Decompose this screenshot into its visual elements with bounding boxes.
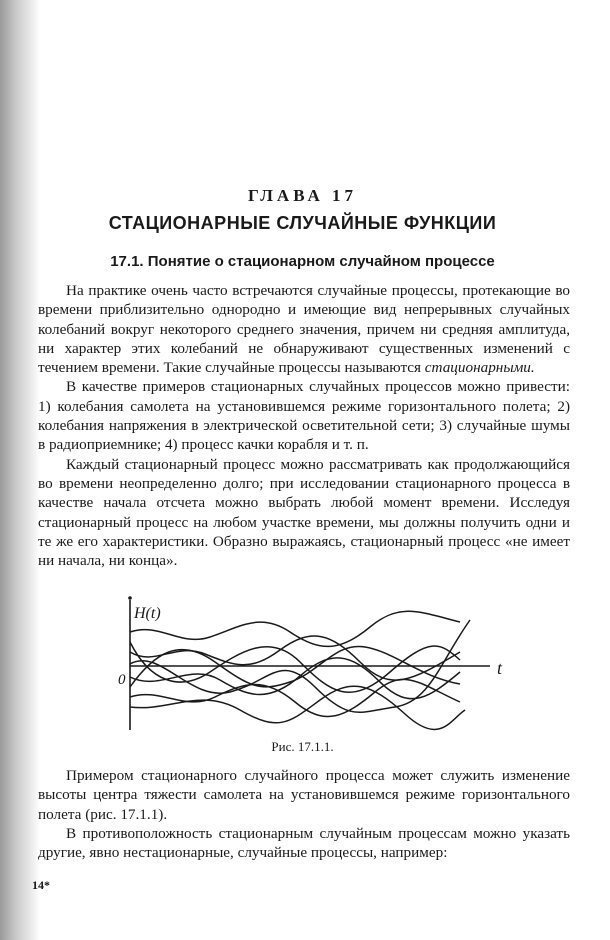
y-axis-label: H(t) bbox=[134, 605, 161, 622]
process-realizations bbox=[130, 611, 470, 729]
section-heading: 17.1. Понятие о стационарном случайном процессе bbox=[110, 253, 495, 270]
paragraph-5: В противоположность стационарным случайным процессам можно указать другие, явно нестационарные, случайные процессы, например: bbox=[38, 824, 570, 862]
paragraph-3: Каждый стационарный процесс можно рассматривать как продолжающийся во времени неопределенно долго; при исследовании стационарного процесса в качестве начала отсчета можно выбрать любой момент времени. Исследуя стационарный процесс на любом участке времени, мы должны получить одни и те же его характеристики. Образно выражаясь, стационарный процесс «не имеет ни начала, ни конца». bbox=[38, 455, 570, 570]
paragraph-4: Примером стационарного случайного процесса может служить изменение высоты центра тяжести самолета на установившемся режиме горизонтального полета (рис. 17.1.1). bbox=[38, 767, 570, 823]
page-number: 14* bbox=[32, 878, 50, 892]
chapter-title: СТАЦИОНАРНЫЕ СЛУЧАЙНЫЕ ФУНКЦИИ bbox=[108, 213, 497, 233]
body-text-bottom bbox=[38, 766, 570, 862]
book-page bbox=[30, 0, 575, 940]
y-axis-tip bbox=[128, 596, 132, 600]
paragraph-1-text: На практике очень часто встречаются случайные процессы, протекающие во времени приблизительно однородно и имеющие вид непрерывных случайных колебаний вокруг некоторого среднего значения, причем ни средняя амплитуда, ни характер этих колебаний не обнаруживают существенных изменений с течением времени. Такие случайные процессы называются bbox=[38, 282, 570, 377]
x-axis-label: t bbox=[497, 658, 503, 678]
body-text-top bbox=[38, 281, 570, 570]
paragraph-2: В качестве примеров стационарных случайных процессов можно привести: 1) колебания самолета на установившемся режиме горизонтального полета; 2) колебания напряжения в электрической осветительной сети; 3) случайные шумы в радиоприемнике; 4) процесс качки корабля и т. п. bbox=[38, 378, 570, 454]
random-process-figure bbox=[120, 592, 520, 732]
origin-label: 0 bbox=[118, 672, 126, 688]
figure-caption: Рис. 17.1.1. bbox=[271, 739, 334, 754]
term-stationary: стационарными. bbox=[424, 359, 535, 377]
chapter-heading: ГЛАВА 17 bbox=[248, 186, 357, 205]
realization-curve bbox=[130, 686, 465, 729]
paragraph-1 bbox=[38, 281, 570, 377]
